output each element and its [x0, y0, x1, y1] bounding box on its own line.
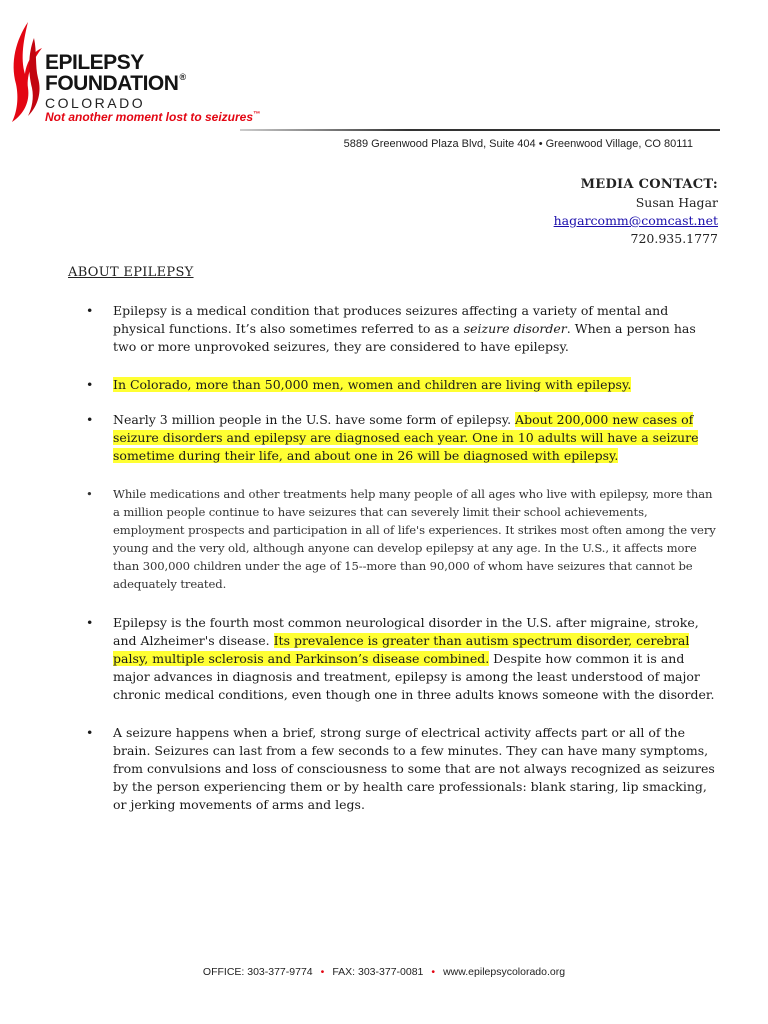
header-rule [240, 129, 720, 131]
bullet-item: • A seizure happens when a brief, strong surge of electrical activity affects part or all of the brain. Seizures can last from a few seconds to a few minutes. They can have many symptoms, from convulsions and loss of consciousness to some that are not always recognized as seizures by the person experiencing them or by health care professionals: blank staring, lip smacking, or jerking movements of arms and legs. [86, 724, 718, 814]
bullet-item: • Nearly 3 million people in the U.S. have some form of epilepsy. About 200,000 new cases of seizure disorders and epilepsy are diagnosed each year. One in 10 adults will have a seizure sometime during their life, and about one in 26 will be diagnosed with epilepsy. [86, 411, 718, 465]
footer-separator: • [320, 966, 325, 978]
brand-name-line2: FOUNDATION® [45, 72, 186, 95]
bullet-item [86, 376, 718, 394]
contact-email-link[interactable]: hagarcomm@comcast.net [553, 213, 718, 228]
brand-state: COLORADO [45, 95, 146, 111]
flame-logo-icon [8, 18, 46, 128]
address-line: 5889 Greenwood Plaza Blvd, Suite 404 • Greenwood Village, CO 80111 [343, 138, 693, 150]
contact-phone: 720.935.1777 [630, 231, 718, 246]
brand-name-line1: EPILEPSY [45, 51, 144, 74]
bullet-item: • Epilepsy is a medical condition that produces seizures affecting a variety of mental and physical functions. It’s also sometimes referred to as a seizure disorder. When a person has two or more unprovoked seizures, they are considered to have epilepsy. [86, 302, 718, 356]
brand-tagline: Not another moment lost to seizures™ [45, 110, 261, 124]
highlighted-text: Its prevalence is greater than autism spectrum disorder, cerebral palsy, multiple sclerosis and Parkinson’s disease combined. [113, 633, 690, 666]
bullet-item: • Epilepsy is the fourth most common neurological disorder in the U.S. after migraine, stroke, and Alzheimer's disease. Its prevalence is greater than autism spectrum disorder, cerebral palsy, multiple sclerosis and Parkinson’s disease combined. Despite how common it is and major advances in diagnosis and treatment, epilepsy is among the least understood of major chronic medical conditions, even though one in three adults knows someone with the disorder. [86, 614, 718, 704]
bullet-item: • While medications and other treatments help many people of all ages who live with epilepsy, more than a million people continue to have seizures that can severely limit their school achievements, employment prospects and participation in all of life's experiences. It strikes most often among the very young and the very old, although anyone can develop epilepsy at any age. In the U.S., it affects more than 300,000 children under the age of 15--more than 90,000 of whom have seizures that cannot be adequately treated. [86, 485, 718, 593]
footer-separator: • [431, 966, 436, 978]
highlighted-text: About 200,000 new cases of seizure disorders and epilepsy are diagnosed each year. One in 10 adults will have a seizure sometime during their life, and about one in 26 will be diagnosed with epilepsy. [113, 412, 699, 463]
footer-contact-line [0, 966, 768, 978]
foundation-logo [8, 18, 261, 128]
footer-website[interactable]: www.epilepsycolorado.org [443, 966, 566, 978]
media-contact-heading: MEDIA CONTACT: [580, 177, 718, 192]
contact-name: Susan Hagar [635, 195, 718, 210]
footer-office: OFFICE: 303-377-9774 [202, 966, 313, 978]
fact-list [86, 302, 718, 814]
media-contact-block [554, 176, 718, 248]
footer-fax: FAX: 303-377-0081 [332, 966, 424, 978]
highlighted-text: In Colorado, more than 50,000 men, women and children are living with epilepsy. [113, 377, 632, 392]
section-heading: ABOUT EPILEPSY [68, 265, 194, 280]
